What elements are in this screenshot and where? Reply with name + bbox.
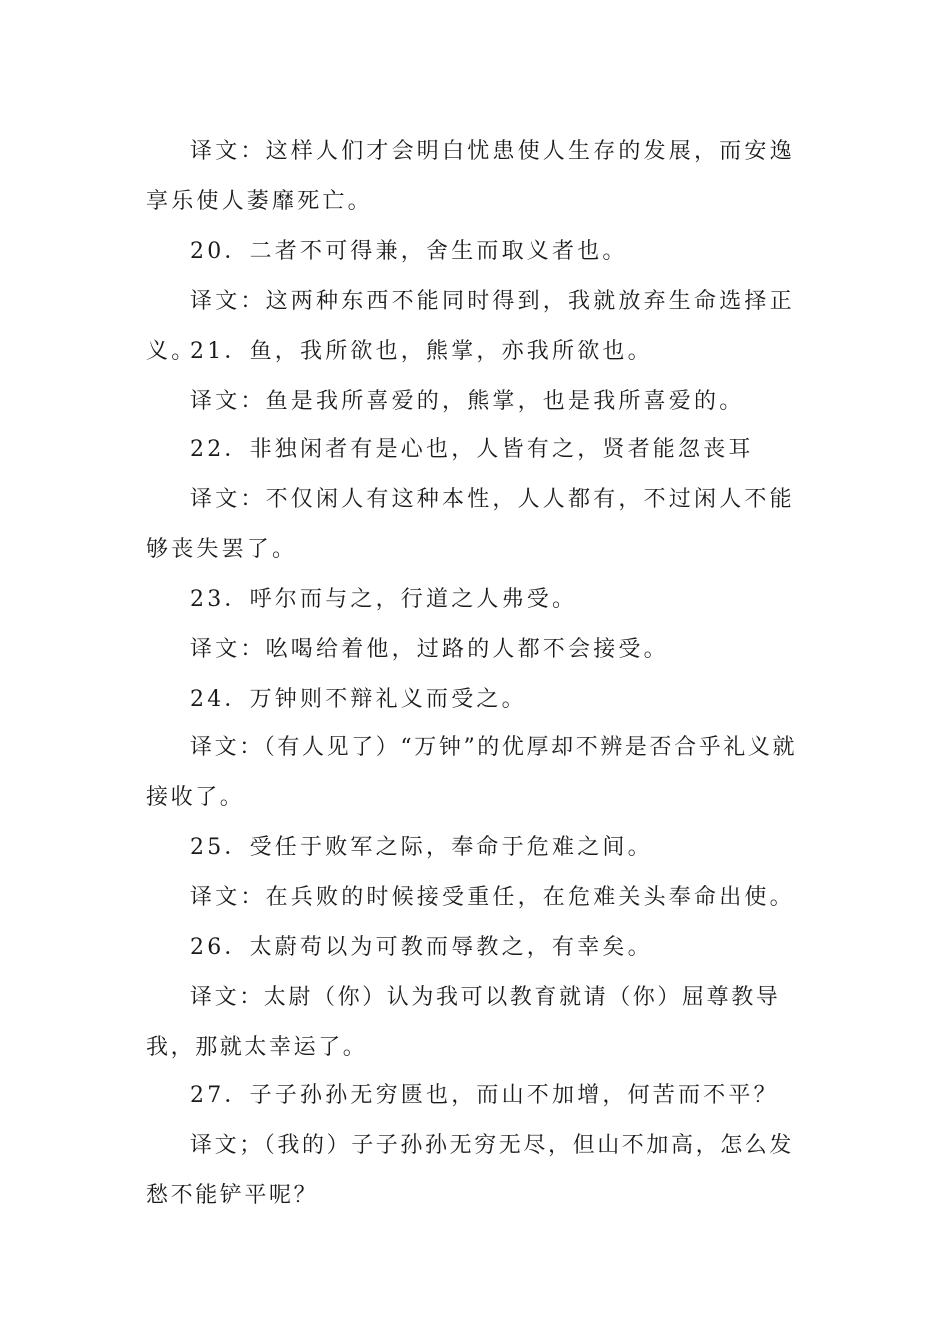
paragraph: 译文：在兵败的时候接受重任，在危难关头奉命出使。 (190, 885, 795, 910)
paragraph: 21．鱼，我所欲也，熊掌，亦我所欲也。 (190, 339, 653, 364)
paragraph: 20．二者不可得兼，舍生而取义者也。 (190, 239, 628, 264)
paragraph: 24．万钟则不辩礼义而受之。 (190, 687, 527, 712)
paragraph: 26．太蔚苟以为可教而辱教之，有幸矣。 (190, 935, 653, 960)
paragraph: 译文：鱼是我所喜爱的，熊掌，也是我所喜爱的。 (190, 389, 745, 414)
paragraph: 23．呼尔而与之，行道之人弗受。 (190, 587, 578, 612)
paragraph: 译文：这两种东西不能同时得到，我就放弃生命选择正义。 (146, 289, 795, 364)
paragraph: 译文：不仅闲人有这种本性，人人都有，不过闲人不能够丧失罢了。 (146, 487, 795, 562)
paragraph: 译文：这样人们才会明白忧患使人生存的发展，而安逸享乐使人萎靡死亡。 (146, 139, 795, 214)
paragraph: 25．受任于败军之际，奉命于危难之间。 (190, 835, 653, 860)
paragraph: 译文：（有人见了）“万钟”的优厚却不辨是否合乎礼义就接收了。 (146, 735, 798, 810)
paragraph: 译文；（我的）子子孙孙无穷无尽，但山不加高，怎么发愁不能铲平呢？ (146, 1133, 795, 1208)
paragraph: 译文：吆喝给着他，过路的人都不会接受。 (190, 637, 669, 662)
paragraph: 27．子子孙孙无穷匮也，而山不加增，何苦而不平？ (190, 1083, 779, 1108)
paragraph: 译文：太尉（你）认为我可以教育就请（你）屈尊教导我，那就太幸运了。 (146, 985, 781, 1060)
paragraph: 22．非独闲者有是心也，人皆有之，贤者能忽丧耳 (190, 437, 754, 462)
